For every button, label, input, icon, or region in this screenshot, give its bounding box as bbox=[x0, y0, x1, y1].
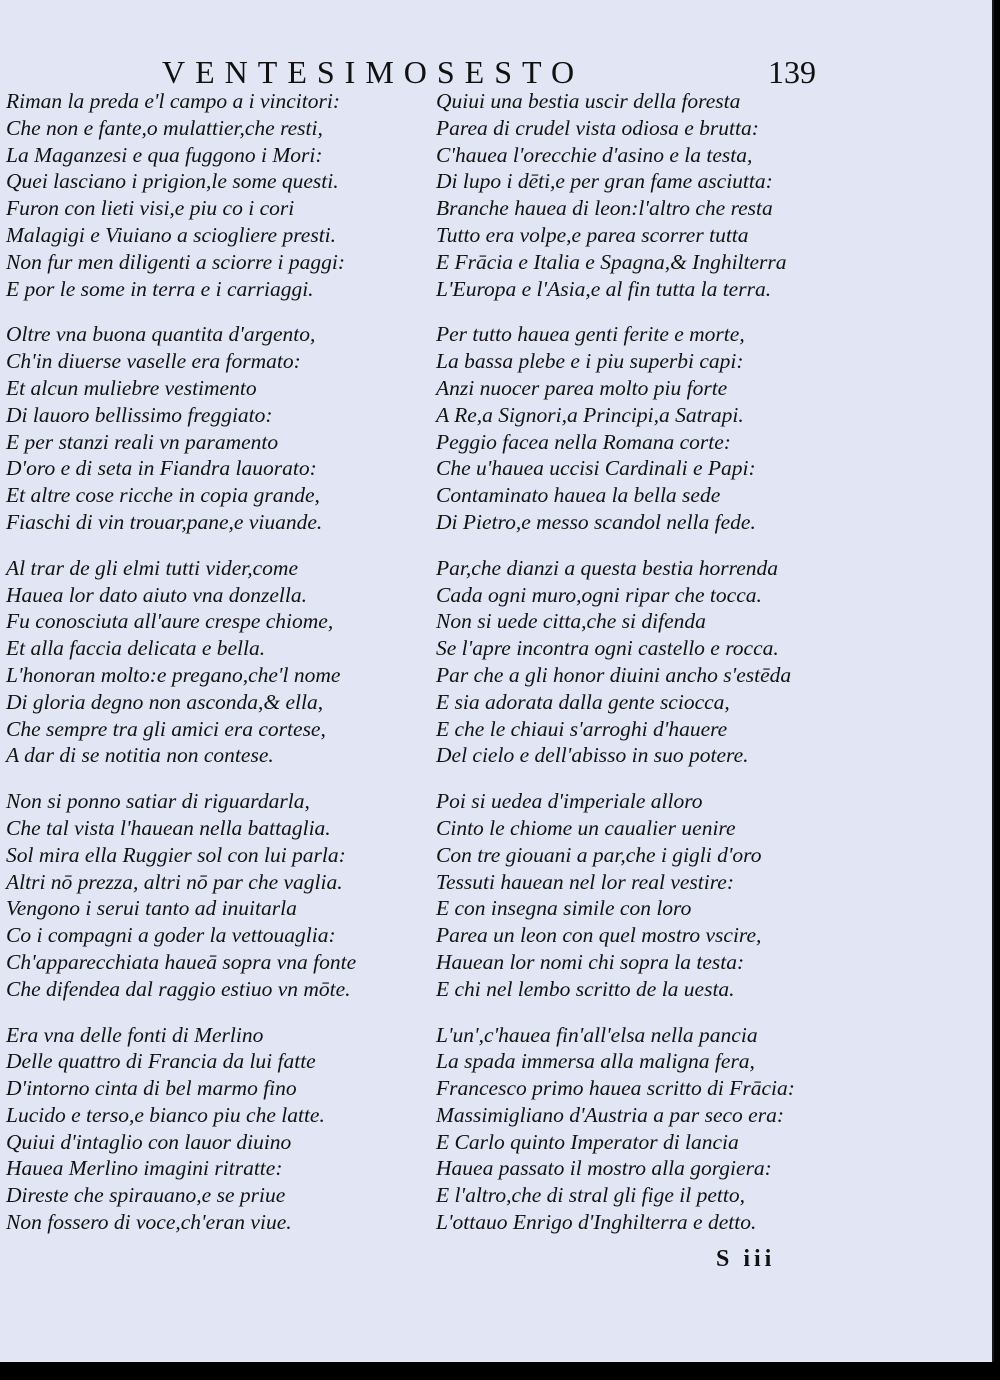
verse-line: Hauea lor dato aiuto vna donzella. bbox=[6, 582, 307, 607]
verse-line: E che le chiaui s'arroghi d'hauere bbox=[436, 716, 728, 741]
verse-line: La spada immersa alla maligna fera, bbox=[436, 1049, 755, 1074]
verse-line: Di gloria degno non asconda,& ella, bbox=[6, 689, 324, 714]
verse-line: Che sempre tra gli amici era cortese, bbox=[6, 716, 326, 741]
verse-line: Quiui una bestia uscir della foresta bbox=[436, 89, 741, 113]
verse-line: L'un',c'hauea fin'all'elsa nella pancia bbox=[436, 1022, 758, 1047]
verse-line: L'honoran molto:e pregano,che'l nome bbox=[6, 662, 341, 687]
verse-line: Fu conosciuta all'aure crespe chiome, bbox=[6, 609, 334, 634]
running-title: VENTESIMOSESTO bbox=[162, 54, 585, 90]
verse-line: Quei lasciano i prigion,le some questi. bbox=[6, 169, 339, 194]
verse-line: La Maganzesi e qua fuggono i Mori: bbox=[6, 142, 323, 167]
left-column bbox=[6, 88, 424, 1236]
stanza bbox=[6, 555, 424, 769]
verse-line: D'oro e di seta in Fiandra lauorato: bbox=[6, 456, 317, 481]
signature-mark: S iii bbox=[716, 1246, 776, 1272]
verse-line: Tessuti hauean nel lor real vestire: bbox=[436, 869, 734, 894]
stanza bbox=[6, 788, 424, 1002]
verse-line: Poi si uedea d'imperiale alloro bbox=[436, 789, 703, 814]
verse-line: Ch'in diuerse vaselle era formato: bbox=[6, 349, 301, 374]
verse-line: E Carlo quinto Imperator di lancia bbox=[436, 1129, 739, 1154]
verse-line: Parea un leon con quel mostro vscire, bbox=[436, 923, 762, 948]
verse-line: Riman la preda e'l campo a i vincitori: bbox=[6, 89, 341, 113]
verse-line: Massimigliano d'Austria a par seco era: bbox=[436, 1102, 784, 1127]
right-column bbox=[436, 88, 856, 1236]
stanza bbox=[6, 1022, 424, 1236]
verse-line: Hauea Merlino imagini ritratte: bbox=[6, 1156, 283, 1181]
verse-line: Par che a gli honor diuini ancho s'estēda bbox=[436, 662, 792, 687]
verse-line: Contaminato hauea la bella sede bbox=[436, 483, 721, 508]
verse-line: Non fossero di voce,ch'eran viue. bbox=[6, 1210, 292, 1235]
verse-line: E l'altro,che di stral gli fige il petto, bbox=[436, 1183, 745, 1208]
verse-line: Lucido e terso,e bianco piu che latte. bbox=[6, 1102, 325, 1127]
page-number: 139 bbox=[768, 54, 816, 90]
verse-line: Parea di crudel vista odiosa e brutta: bbox=[436, 115, 759, 140]
verse-line: Che tal vista l'hauean nella battaglia. bbox=[6, 815, 331, 840]
verse-line: Vengono i serui tanto ad inuitarla bbox=[6, 896, 297, 921]
verse-line: E sia adorata dalla gente sciocca, bbox=[436, 689, 730, 714]
verse-line: Et alcun muliebre vestimento bbox=[6, 375, 257, 400]
verse-line: E por le some in terra e i carriaggi. bbox=[6, 276, 314, 301]
stanza bbox=[436, 788, 856, 1002]
verse-line: E con insegna simile con loro bbox=[436, 896, 692, 921]
verse-line: Se l'apre incontra ogni castello e rocca. bbox=[436, 636, 779, 661]
verse-line: Francesco primo hauea scritto di Frācia: bbox=[436, 1076, 795, 1101]
verse-line: Hauean lor nomi chi sopra la testa: bbox=[436, 949, 745, 974]
verse-line: Anzi nuocer parea molto piu forte bbox=[436, 375, 728, 400]
verse-line: Era vna delle fonti di Merlino bbox=[6, 1022, 264, 1047]
verse-line: Del cielo e dell'abisso in suo potere. bbox=[436, 743, 749, 768]
verse-line: E per stanzi reali vn paramento bbox=[6, 429, 279, 454]
stanza bbox=[436, 1022, 856, 1236]
stanza bbox=[6, 321, 424, 535]
verse-line: La bassa plebe e i piu superbi capi: bbox=[436, 349, 744, 374]
verse-line: Non si uede citta,che si difenda bbox=[436, 609, 706, 634]
verse-line: Non si ponno satiar di riguardarla, bbox=[6, 789, 310, 814]
verse-line: Branche hauea di leon:l'altro che resta bbox=[436, 196, 773, 221]
verse-line: Par,che dianzi a questa bestia horrenda bbox=[436, 555, 778, 580]
verse-line: L'ottauo Enrigo d'Inghilterra e detto. bbox=[436, 1210, 757, 1235]
verse-line: Sol mira ella Ruggier sol con lui parla: bbox=[6, 842, 346, 867]
stanza bbox=[6, 88, 424, 302]
verse-line: Direste che spirauano,e se priue bbox=[6, 1183, 286, 1208]
verse-line: Et altre cose ricche in copia grande, bbox=[6, 483, 320, 508]
verse-line: C'hauea l'orecchie d'asino e la testa, bbox=[436, 142, 753, 167]
verse-line: Cinto le chiome un caualier uenire bbox=[436, 815, 736, 840]
verse-line: Fiaschi di vin trouar,pane,e viuande. bbox=[6, 509, 323, 534]
verse-line: A Re,a Signori,a Principi,a Satrapi. bbox=[436, 402, 744, 427]
stanza bbox=[436, 321, 856, 535]
verse-line: Di lupo i dēti,e per gran fame asciutta: bbox=[436, 169, 773, 194]
verse-line: L'Europa e l'Asia,e al fin tutta la terra. bbox=[436, 276, 772, 301]
stanza bbox=[436, 88, 856, 302]
verse-line: Che difendea dal raggio estiuo vn mōte. bbox=[6, 976, 351, 1001]
verse-line: D'intorno cinta di bel marmo fino bbox=[6, 1076, 297, 1101]
verse-line: Quiui d'intaglio con lauor diuino bbox=[6, 1129, 292, 1154]
verse-line: Hauea passato il mostro alla gorgiera: bbox=[436, 1156, 772, 1181]
verse-line: Di Pietro,e messo scandol nella fede. bbox=[436, 509, 756, 534]
verse-line: Peggio facea nella Romana corte: bbox=[436, 429, 731, 454]
stanza bbox=[436, 555, 856, 769]
verse-line: Che non e fante,o mulattier,che resti, bbox=[6, 115, 323, 140]
verse-line: Oltre vna buona quantita d'argento, bbox=[6, 322, 316, 347]
verse-line: Tutto era volpe,e parea scorrer tutta bbox=[436, 222, 749, 247]
verse-line: Et alla faccia delicata e bella. bbox=[6, 636, 266, 661]
verse-line: Altri nō prezza, altri nō par che vaglia. bbox=[6, 869, 343, 894]
verse-line: Di lauoro bellissimo freggiato: bbox=[6, 402, 273, 427]
verse-line: A dar di se notitia non contese. bbox=[6, 743, 274, 768]
verse-line: Furon con lieti visi,e piu co i cori bbox=[6, 196, 295, 221]
verse-line: Con tre giouani a par,che i gigli d'oro bbox=[436, 842, 762, 867]
verse-line: E chi nel lembo scritto de la uesta. bbox=[436, 976, 735, 1001]
verse-line: Che u'hauea uccisi Cardinali e Papi: bbox=[436, 456, 756, 481]
verse-line: E Frācia e Italia e Spagna,& Inghilterra bbox=[436, 249, 787, 274]
verse-line: Ch'apparecchiata haueā sopra vna fonte bbox=[6, 949, 357, 974]
verse-line: Malagigi e Viuiano a sciogliere presti. bbox=[6, 222, 337, 247]
verse-line: Cada ogni muro,ogni ripar che tocca. bbox=[436, 582, 762, 607]
verse-line: Per tutto hauea genti ferite e morte, bbox=[436, 322, 745, 347]
verse-line: Delle quattro di Francia da lui fatte bbox=[6, 1049, 316, 1074]
verse-line: Al trar de gli elmi tutti vider,come bbox=[6, 555, 298, 580]
verse-line: Co i compagni a goder la vettouaglia: bbox=[6, 923, 336, 948]
verse-line: Non fur men diligenti a sciorre i paggi: bbox=[6, 249, 346, 274]
